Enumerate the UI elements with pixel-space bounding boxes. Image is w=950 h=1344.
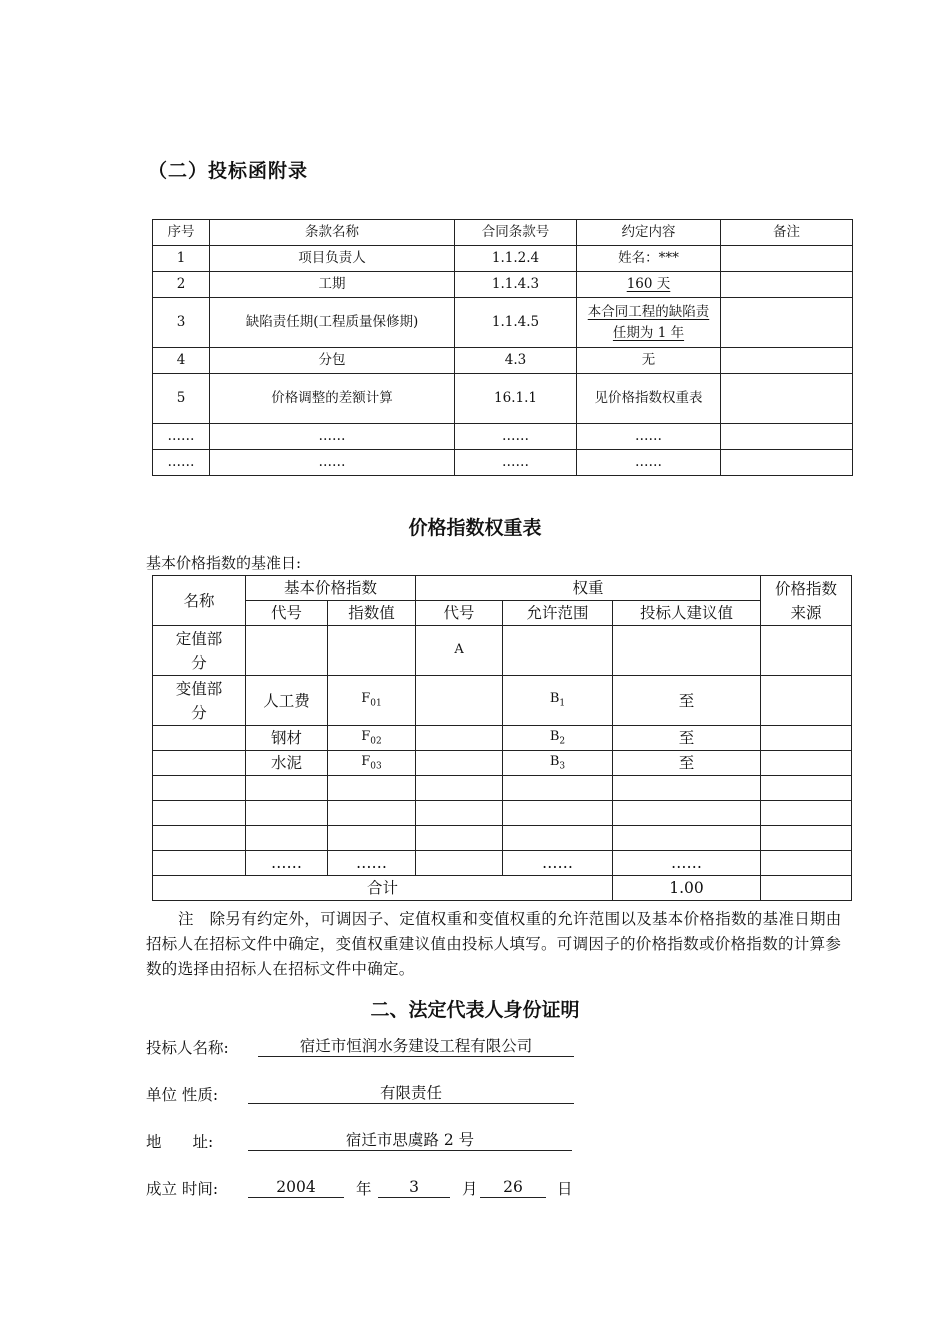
cell	[503, 751, 613, 776]
table-row	[153, 726, 852, 751]
cell: 1.1.4.3	[455, 272, 577, 298]
cell: 无	[577, 348, 721, 374]
header-cell: 合同条款号	[455, 220, 577, 246]
cell: ……	[328, 851, 416, 876]
index-code-sub: 02	[370, 736, 382, 747]
cell: 2	[153, 272, 210, 298]
cell	[721, 272, 853, 298]
cell: 价格调整的差额计算	[210, 374, 455, 424]
cell: 4	[153, 348, 210, 374]
cell: ……	[246, 851, 328, 876]
header-cell: 备注	[721, 220, 853, 246]
cell: ……	[455, 450, 577, 476]
index-code: F	[361, 728, 371, 744]
header-cell: 约定内容	[577, 220, 721, 246]
table-row	[153, 676, 852, 726]
cell: 4.3	[455, 348, 577, 374]
cell	[153, 776, 246, 801]
cell	[328, 676, 416, 726]
table-row	[153, 374, 853, 424]
table-row	[153, 246, 853, 272]
cell	[416, 776, 503, 801]
cell	[761, 876, 852, 901]
cell: 变值部分	[153, 676, 246, 726]
table-total-row	[153, 876, 852, 901]
cell	[246, 801, 328, 826]
table-header-row	[153, 601, 852, 626]
cell	[153, 851, 246, 876]
table-row	[153, 826, 852, 851]
defect-period-value: 本合同工程的缺陷责任期为 1 年	[587, 303, 710, 341]
header-cell: 允许范围	[503, 601, 613, 626]
cell: 分包	[210, 348, 455, 374]
table-note: 注 除另有约定外，可调因子、定值权重和变值权重的允许范围以及基本价格指数的基准日期由招标人在招标文件中确定，变值权重建议值由投标人填写。可调因子的价格指数或价格指数的计算参数的选择由招标人在招标文件中确定。	[146, 910, 842, 978]
table-header-row	[153, 576, 852, 601]
cell	[613, 776, 761, 801]
cell	[503, 626, 613, 676]
cell	[503, 776, 613, 801]
cell	[721, 246, 853, 272]
month-unit: 月	[462, 1180, 478, 1198]
range-code: B	[549, 728, 560, 744]
cell: 人工费	[246, 676, 328, 726]
cell: 至	[613, 726, 761, 751]
cell	[503, 826, 613, 851]
table-row	[153, 801, 852, 826]
cell: ……	[577, 424, 721, 450]
cell: 1.1.2.4	[455, 246, 577, 272]
cell	[328, 726, 416, 751]
day-unit: 日	[557, 1180, 573, 1198]
cell: 项目负责人	[210, 246, 455, 272]
cell	[577, 298, 721, 348]
cell	[416, 726, 503, 751]
address-value: 宿迁市思虞路 2 号	[248, 1130, 572, 1151]
cell	[416, 676, 503, 726]
index-code-sub: 01	[370, 698, 382, 709]
cell: A	[416, 626, 503, 676]
cell	[761, 676, 852, 726]
cell	[503, 801, 613, 826]
cell	[761, 826, 852, 851]
cell: ……	[153, 450, 210, 476]
table-row	[153, 348, 853, 374]
price-index-weight-table	[152, 575, 852, 901]
header-cell: 基本价格指数	[246, 576, 416, 601]
legal-rep-title: 二、法定代表人身份证明	[370, 999, 580, 1021]
header-cell: 序号	[153, 220, 210, 246]
cell: 至	[613, 676, 761, 726]
duration-value: 160 天	[626, 276, 671, 293]
cell	[761, 776, 852, 801]
cell	[246, 826, 328, 851]
cell	[613, 626, 761, 676]
founded-day: 26	[480, 1177, 546, 1198]
header-cell: 投标人建议值	[613, 601, 761, 626]
cell: ……	[503, 851, 613, 876]
cell	[721, 298, 853, 348]
cell: 工期	[210, 272, 455, 298]
base-date-label: 基本价格指数的基准日:	[146, 554, 302, 572]
table-row	[153, 751, 852, 776]
header-cell: 指数值	[328, 601, 416, 626]
cell: ……	[613, 851, 761, 876]
cell	[153, 801, 246, 826]
cell	[503, 726, 613, 751]
cell: 钢材	[246, 726, 328, 751]
cell: 定值部分	[153, 626, 246, 676]
cell	[761, 751, 852, 776]
cell	[328, 751, 416, 776]
header-cell: 代号	[416, 601, 503, 626]
cell	[416, 826, 503, 851]
cell: 见价格指数权重表	[577, 374, 721, 424]
weight-table-title: 价格指数权重表	[408, 517, 542, 539]
index-code-sub: 03	[370, 761, 382, 772]
cell	[761, 626, 852, 676]
cell	[153, 726, 246, 751]
index-code: F	[361, 691, 371, 707]
cell	[328, 776, 416, 801]
year-unit: 年	[356, 1180, 372, 1198]
cell	[577, 272, 721, 298]
cell: 1.1.4.5	[455, 298, 577, 348]
cell	[153, 826, 246, 851]
table-row	[153, 776, 852, 801]
cell	[721, 348, 853, 374]
header-cell: 权重	[416, 576, 761, 601]
cell	[416, 801, 503, 826]
range-code-sub: 1	[559, 698, 566, 709]
cell	[246, 776, 328, 801]
cell	[721, 450, 853, 476]
appendix-title: （二）投标函附录	[148, 160, 309, 182]
cell	[721, 374, 853, 424]
table-header-row	[153, 220, 853, 246]
cell	[503, 676, 613, 726]
address-label: 地 址:	[146, 1133, 214, 1151]
range-code: B	[549, 691, 560, 707]
cell: ……	[153, 424, 210, 450]
cell: ……	[210, 424, 455, 450]
range-code-sub: 2	[559, 736, 566, 747]
table-row	[153, 424, 853, 450]
header-cell: 条款名称	[210, 220, 455, 246]
header-cell: 名称	[153, 576, 246, 626]
cell: ……	[577, 450, 721, 476]
founded-month: 3	[378, 1177, 450, 1198]
cell	[761, 726, 852, 751]
cell	[328, 826, 416, 851]
cell: 3	[153, 298, 210, 348]
founded-date-label: 成立 时间:	[146, 1180, 219, 1198]
table-row	[153, 450, 853, 476]
cell: 水泥	[246, 751, 328, 776]
cell: ……	[455, 424, 577, 450]
table-row	[153, 626, 852, 676]
range-code: B	[549, 753, 560, 769]
cell: 姓名：***	[577, 246, 721, 272]
cell	[721, 424, 853, 450]
cell	[761, 851, 852, 876]
index-code: F	[361, 753, 371, 769]
cell	[613, 826, 761, 851]
cell	[153, 751, 246, 776]
bidder-name-label: 投标人名称:	[146, 1039, 229, 1057]
founded-year: 2004	[248, 1177, 344, 1198]
cell: 至	[613, 751, 761, 776]
cell	[416, 751, 503, 776]
total-label: 合计	[153, 876, 613, 901]
cell: 5	[153, 374, 210, 424]
table-row	[153, 272, 853, 298]
bid-appendix-table	[152, 219, 853, 476]
cell	[328, 801, 416, 826]
cell: 16.1.1	[455, 374, 577, 424]
cell: ……	[210, 450, 455, 476]
cell	[328, 626, 416, 676]
header-cell: 价格指数来源	[761, 576, 852, 626]
bidder-name-value: 宿迁市恒润水务建设工程有限公司	[258, 1036, 574, 1057]
header-cell: 代号	[246, 601, 328, 626]
cell	[416, 851, 503, 876]
nature-value: 有限责任	[248, 1083, 574, 1104]
table-row	[153, 851, 852, 876]
cell: 1	[153, 246, 210, 272]
range-code-sub: 3	[559, 761, 566, 772]
cell: 缺陷责任期(工程质量保修期)	[210, 298, 455, 348]
cell	[246, 626, 328, 676]
total-value: 1.00	[613, 876, 761, 901]
nature-label: 单位 性质:	[146, 1086, 219, 1104]
table-row	[153, 298, 853, 348]
cell	[613, 801, 761, 826]
cell	[761, 801, 852, 826]
